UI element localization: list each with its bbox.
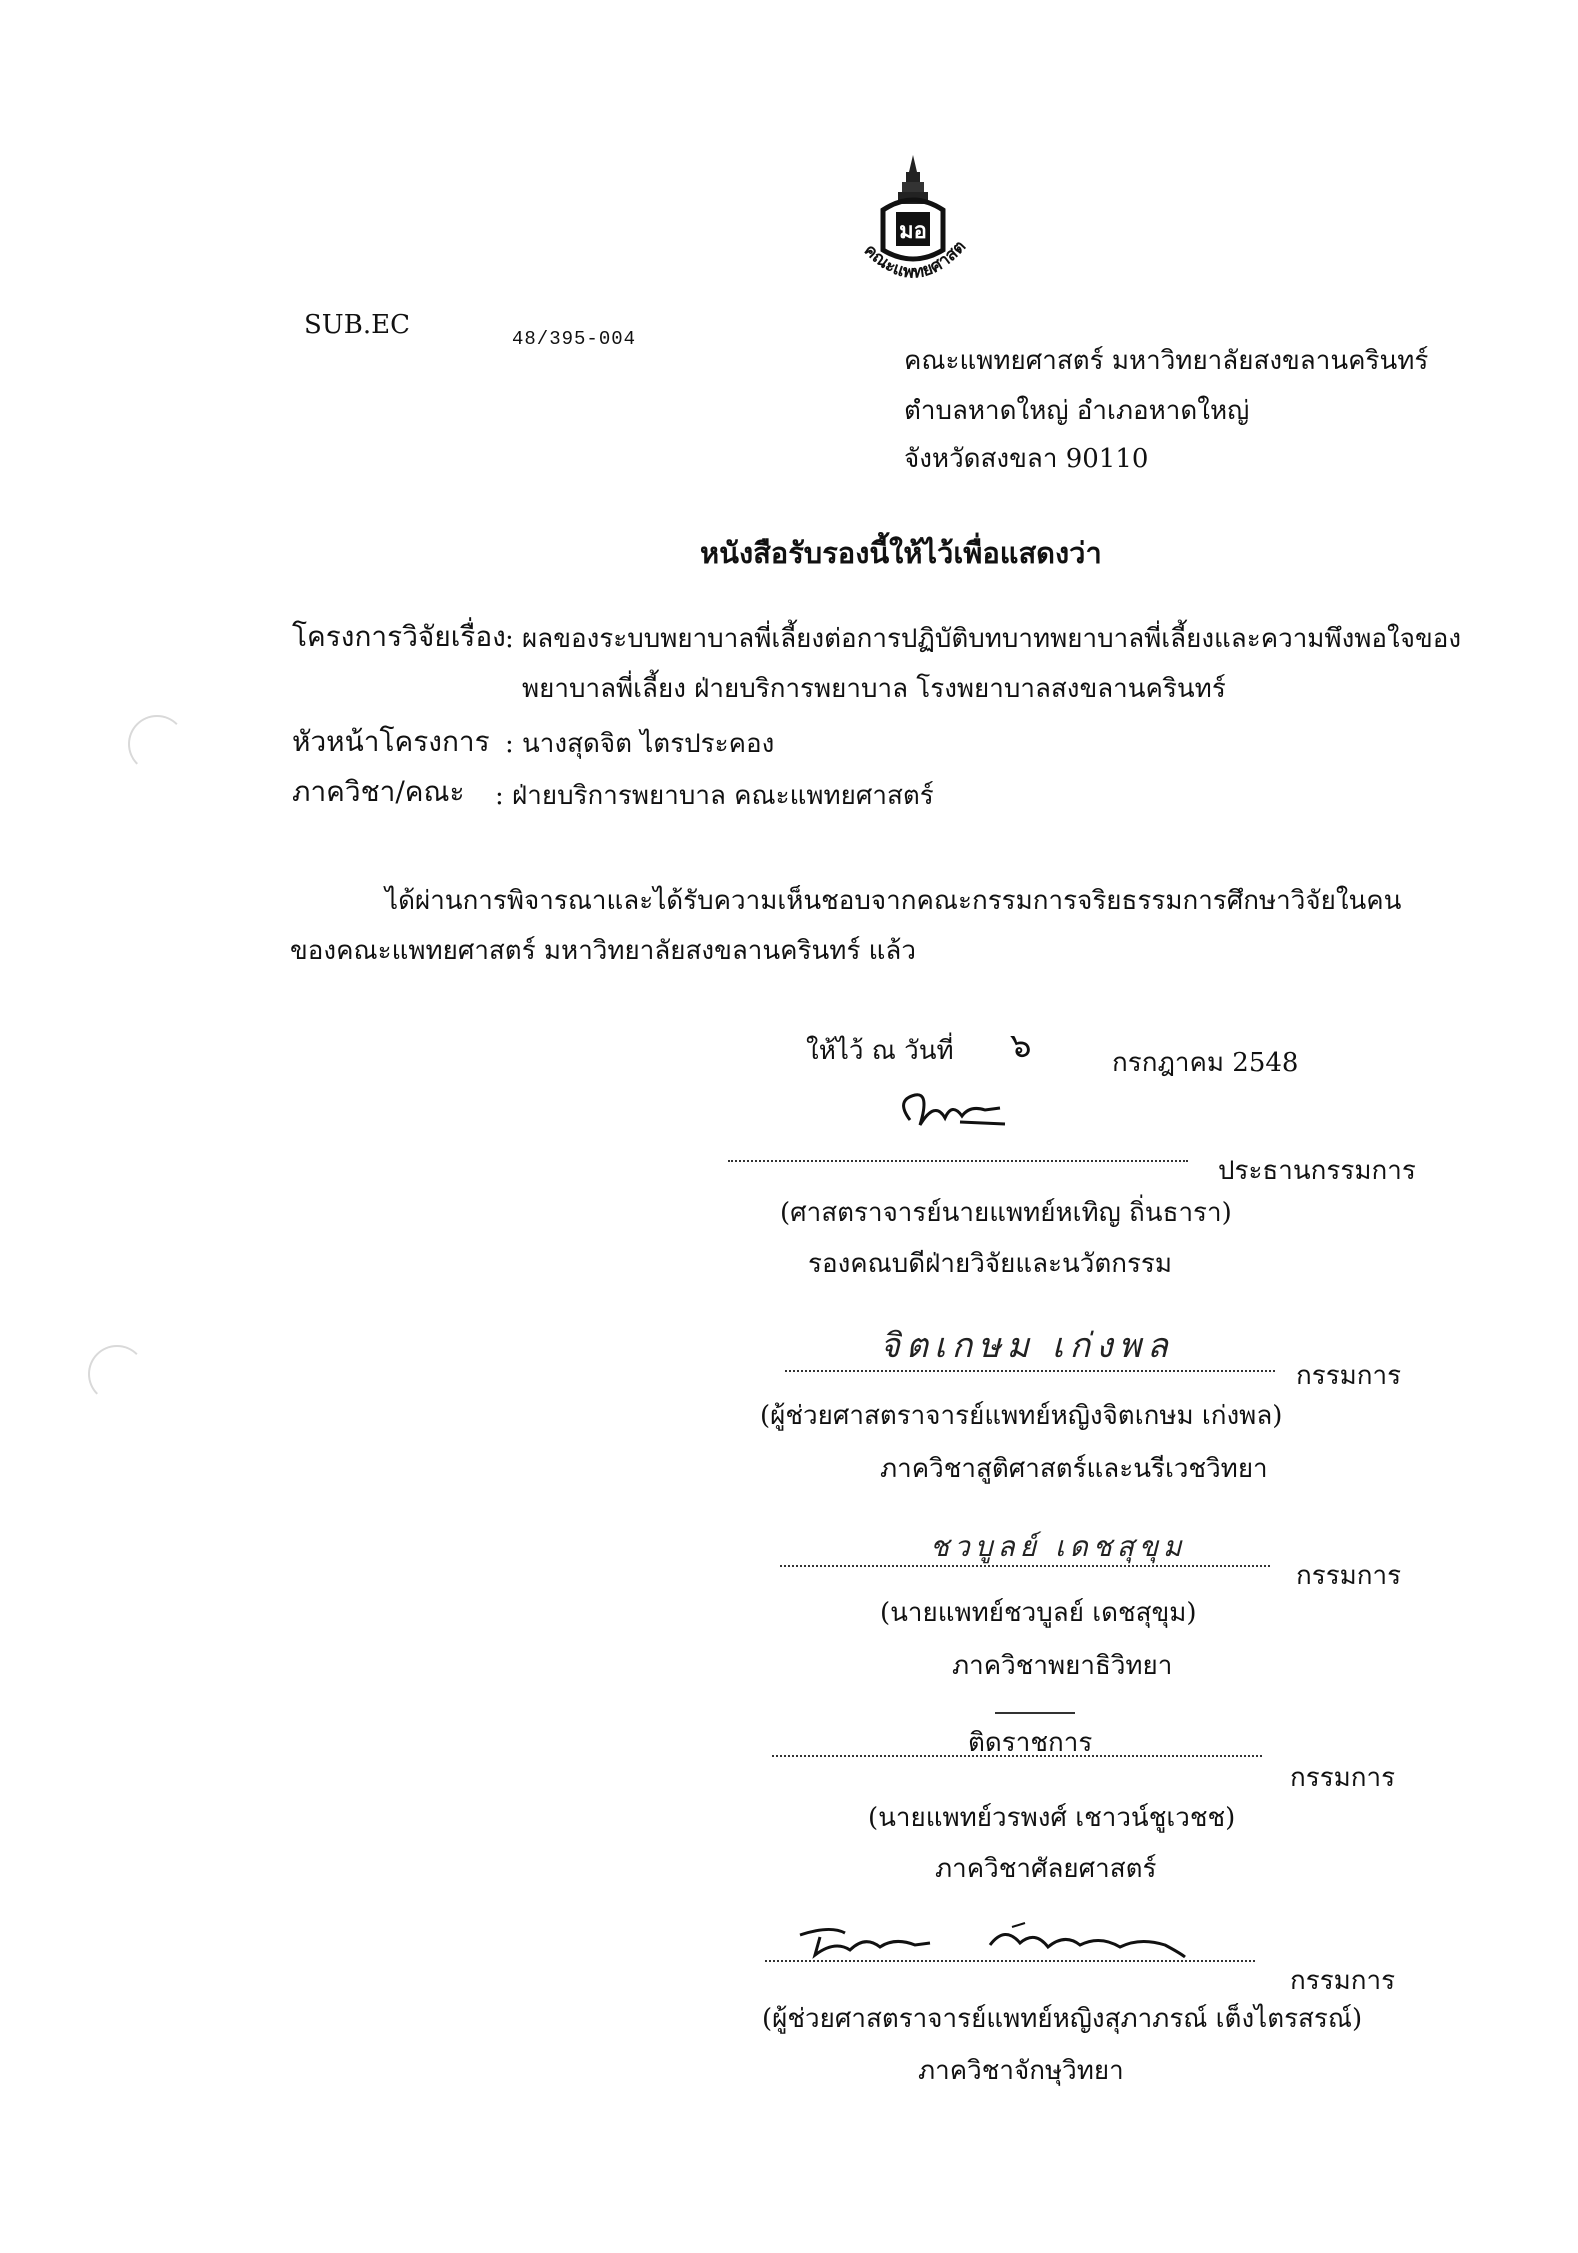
signature-line-4 bbox=[772, 1755, 1262, 1757]
faculty-logo bbox=[833, 135, 988, 300]
signature-3-handwriting: ชวบูลย์ เดชสุขุม bbox=[930, 1530, 1187, 1563]
svg-text:มอ: มอ bbox=[899, 218, 927, 244]
date-prefix: ให้ไว้ ณ วันที่ bbox=[806, 1036, 954, 1066]
signature-4-position: ภาควิชาศัลยศาสตร์ bbox=[935, 1854, 1157, 1884]
address-line-2: ตำบลหาดใหญ่ อำเภอหาดใหญ่ bbox=[904, 396, 1250, 426]
signature-4-name: (นายแพทย์วรพงศ์ เชาวน์ชูเวชช) bbox=[868, 1803, 1236, 1833]
signature-1-name: (ศาสตราจารย์นายแพทย์หเทิญ ถิ่นธารา) bbox=[780, 1198, 1232, 1228]
signature-4-role: กรรมการ bbox=[1290, 1763, 1396, 1793]
date-day: ๖ bbox=[1010, 1026, 1032, 1066]
signature-1-position: รองคณบดีฝ่ายวิจัยและนวัตกรรม bbox=[808, 1249, 1173, 1279]
signature-line-3 bbox=[780, 1565, 1270, 1567]
signature-1 bbox=[890, 1080, 1020, 1140]
signature-5-role: กรรมการ bbox=[1290, 1966, 1396, 1996]
address-line-1: คณะแพทยศาสตร์ มหาวิทยาลัยสงขลานครินทร์ bbox=[904, 346, 1429, 376]
signature-line-1 bbox=[728, 1160, 1188, 1162]
date-month-year: กรกฎาคม 2548 bbox=[1112, 1048, 1299, 1078]
department-value: : ฝ่ายบริการพยาบาล คณะแพทยศาสตร์ bbox=[495, 781, 934, 811]
signature-4-dash bbox=[995, 1712, 1075, 1714]
project-label: โครงการวิจัยเรื่อง bbox=[292, 620, 506, 653]
doc-code: SUB.EC bbox=[304, 310, 410, 340]
signature-1-role: ประธานกรรมการ bbox=[1218, 1156, 1416, 1186]
punch-hole-top bbox=[128, 715, 186, 773]
certificate-title: หนังสือรับรองนี้ให้ไว้เพื่อแสดงว่า bbox=[700, 536, 1102, 570]
signature-5-name: (ผู้ช่วยศาสตราจารย์แพทย์หญิงสุภาภรณ์ เต็งไตรสรณ์) bbox=[762, 2004, 1363, 2034]
signature-2-handwriting: จิตเกษม เก่งพล bbox=[880, 1326, 1174, 1366]
address-line-3: จังหวัดสงขลา 90110 bbox=[904, 444, 1149, 474]
signature-line-5 bbox=[765, 1960, 1255, 1962]
project-head-value: : นางสุดจิต ไตรประคอง bbox=[505, 729, 775, 759]
signature-3-position: ภาควิชาพยาธิวิทยา bbox=[952, 1651, 1173, 1681]
signature-5 bbox=[790, 1915, 1210, 1975]
signature-4-handwriting: ติดราชการ bbox=[968, 1728, 1093, 1758]
signature-line-2 bbox=[785, 1370, 1275, 1372]
project-title-line-1: : ผลของระบบพยาบาลพี่เลี้ยงต่อการปฏิบัติบทบาทพยาบาลพี่เลี้ยงและความพึงพอใจของ bbox=[505, 624, 1462, 654]
logo-text: คณะแพทยศาสตร์ bbox=[833, 135, 971, 283]
signature-2-position: ภาควิชาสูติศาสตร์และนรีเวชวิทยา bbox=[880, 1454, 1268, 1484]
signature-3-role: กรรมการ bbox=[1296, 1561, 1402, 1591]
approval-text-line-1: ได้ผ่านการพิจารณาและได้รับความเห็นชอบจากคณะกรรมการจริยธรรมการศึกษาวิจัยในคน bbox=[385, 886, 1402, 916]
signature-2-name: (ผู้ช่วยศาสตราจารย์แพทย์หญิงจิตเกษม เก่งพล) bbox=[760, 1401, 1283, 1431]
svg-text:คณะแพทยศาสตร์ bbox=[833, 134, 970, 283]
signature-2-role: กรรมการ bbox=[1296, 1361, 1402, 1391]
punch-hole-bottom bbox=[88, 1345, 146, 1403]
project-title-line-2: พยาบาลพี่เลี้ยง ฝ่ายบริการพยาบาล โรงพยาบาลสงขลานครินทร์ bbox=[522, 674, 1226, 704]
department-label: ภาควิชา/คณะ bbox=[292, 775, 465, 808]
signature-3-name: (นายแพทย์ชวบูลย์ เดชสุขุม) bbox=[880, 1598, 1197, 1628]
signature-5-position: ภาควิชาจักษุวิทยา bbox=[918, 2056, 1124, 2086]
approval-text-line-2: ของคณะแพทยศาสตร์ มหาวิทยาลัยสงขลานครินทร์ แล้ว bbox=[290, 936, 916, 966]
reference-number: 48/395-004 bbox=[512, 328, 637, 350]
project-head-label: หัวหน้าโครงการ bbox=[292, 725, 490, 758]
